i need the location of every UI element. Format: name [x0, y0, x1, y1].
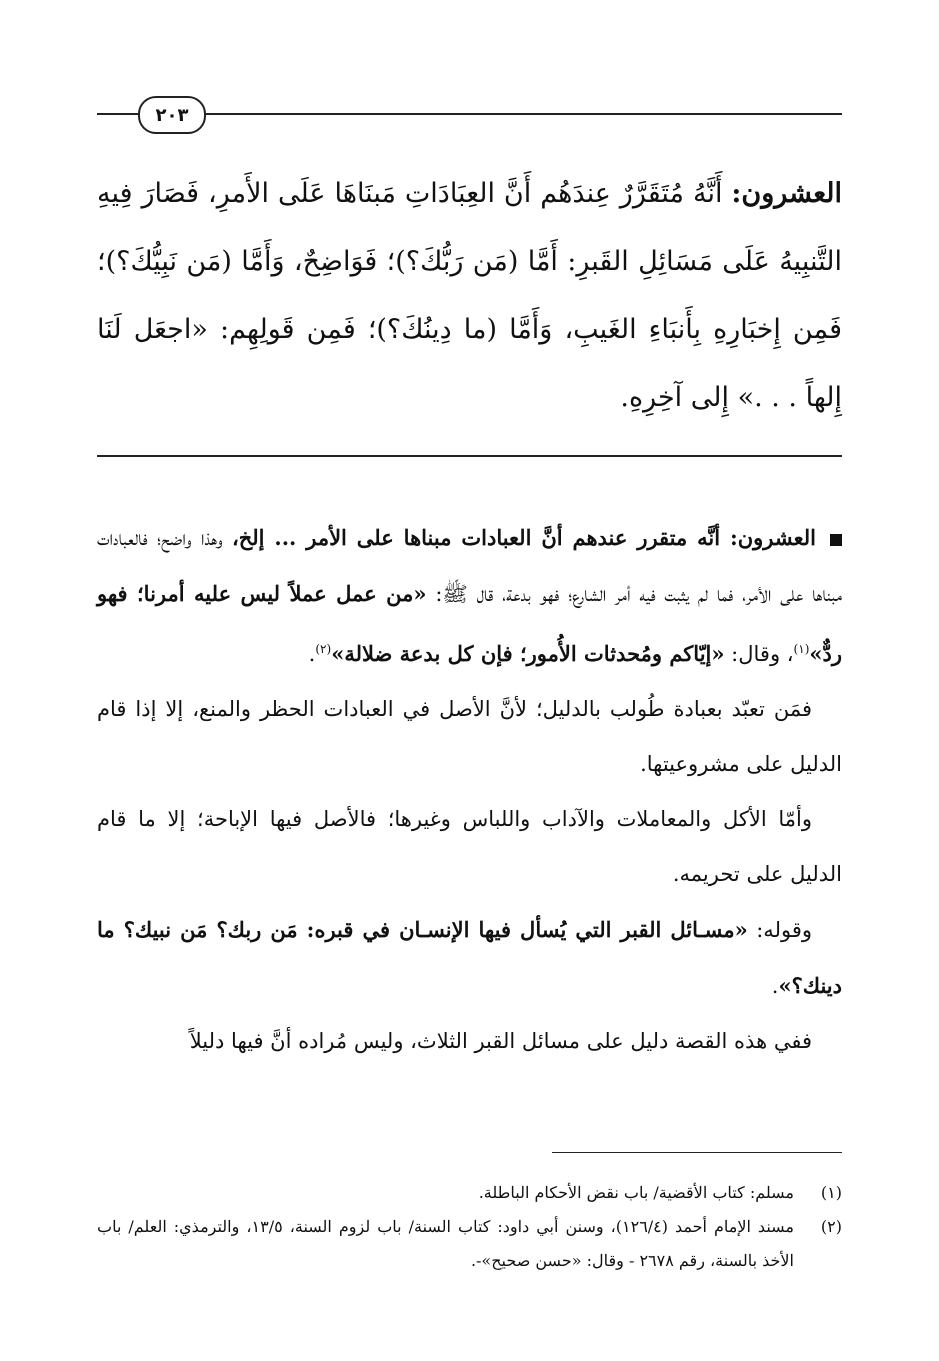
- commentary-paragraph-5: ففي هذه القصة دليل على مسائل القبر الثلاث، وليس مُراده أنَّ فيها دليلاً: [189, 1029, 812, 1053]
- matn-quote: «مسـائل القبر التي يُسأل فيها الإنسـان في قبره: مَن ربك؟ مَن نبيك؟ ما دينك؟»: [97, 917, 842, 998]
- footnote-ref-1[interactable]: (١): [793, 642, 810, 656]
- matn-lead: العشرون:: [731, 178, 842, 209]
- page-number-badge: [138, 96, 206, 134]
- square-bullet-icon: [830, 534, 842, 546]
- footnote-number: (١): [820, 1183, 842, 1202]
- hadith-quote-2: «إيّاكم ومُحدثات الأُمور؛ فإن كل بدعة ضلالة»: [331, 641, 725, 666]
- commentary-text: .: [308, 642, 316, 666]
- commentary-text: .: [771, 974, 779, 998]
- matn-body: أَنَّهُ مُتَقَرَّرٌ عِندَهُم أَنَّ العِبَادَاتِ مَبنَاهَا عَلَى الأَمرِ، فَصَارَ فِيهِ التَّنبِيهُ عَلَى مَسَائِلِ القَبرِ: أَمَّا (مَن رَبُّكَ؟)؛ فَوَاضِحٌ، وَأَمَّا (مَن نَبِيُّكَ؟)؛ فَمِن إِخبَارِهِ بِأَنبَاءِ الغَيبِ، وَأَمَّا (ما دِينُكَ؟)؛ فَمِن قَولِهِم: «اجعَل لَنَا إِلهاً . . .» إِلى آخِرِهِ.: [97, 178, 842, 413]
- section-divider: [97, 455, 842, 457]
- commentary-text: وهذا واضح؛ فالعبادات مبناها على الأمر، فما لم يثبت فيه أمر الشارع؛ فهو بدعة، قال ﷺ:: [97, 526, 842, 606]
- hadith-quote-1: «من عمل عملاً ليس عليه أمرنا؛ فهو ردٌّ»: [97, 581, 842, 666]
- commentary-paragraph-2: فمَن تعبّد بعبادة طُولب بالدليل؛ لأنَّ الأصل في العبادات الحظر والمنع، إلا إذا قام الدليل على مشروعيتها.: [97, 697, 842, 776]
- footnote-text: مسند الإمام أحمد (١٢٦/٤)، وسنن أبي داود: كتاب السنة/ باب لزوم السنة، ١٣/٥، والترمذي: العلم/ باب الأخذ بالسنة، رقم ٢٦٧٨ - وقال: «حسن صحيح»-.: [97, 1217, 794, 1270]
- page-number: ٢٠٣: [155, 104, 189, 126]
- footnote-number: (٢): [820, 1217, 842, 1236]
- commentary-heading: العشرون: أنَّه متقرر عندهم أنَّ العبادات مبناها على الأمر ... إلخ،: [231, 525, 816, 550]
- footnote-text: مسلم: كتاب الأقضية/ باب نقض الأحكام الباطلة.: [478, 1183, 794, 1202]
- matn-text-block: [97, 160, 842, 432]
- footnote-2: [97, 1210, 842, 1278]
- commentary-paragraph-3: وأمّا الأكل والمعاملات والآداب واللباس وغيرها؛ فالأصل فيها الإباحة؛ إلا ما قام الدليل على تحريمه.: [97, 807, 842, 886]
- footnote-rule: [552, 1152, 842, 1153]
- commentary-paragraph-4: [97, 902, 842, 1014]
- commentary-paragraph-1: [97, 510, 842, 682]
- commentary-text: وقوله:: [747, 918, 812, 942]
- footnote-1: [97, 1176, 842, 1210]
- commentary-block: [97, 510, 842, 1069]
- commentary-text: ، وقال:: [724, 642, 794, 666]
- footnote-ref-2[interactable]: (٢): [315, 642, 332, 656]
- header-rule: [97, 113, 842, 115]
- footnotes: [97, 1176, 842, 1278]
